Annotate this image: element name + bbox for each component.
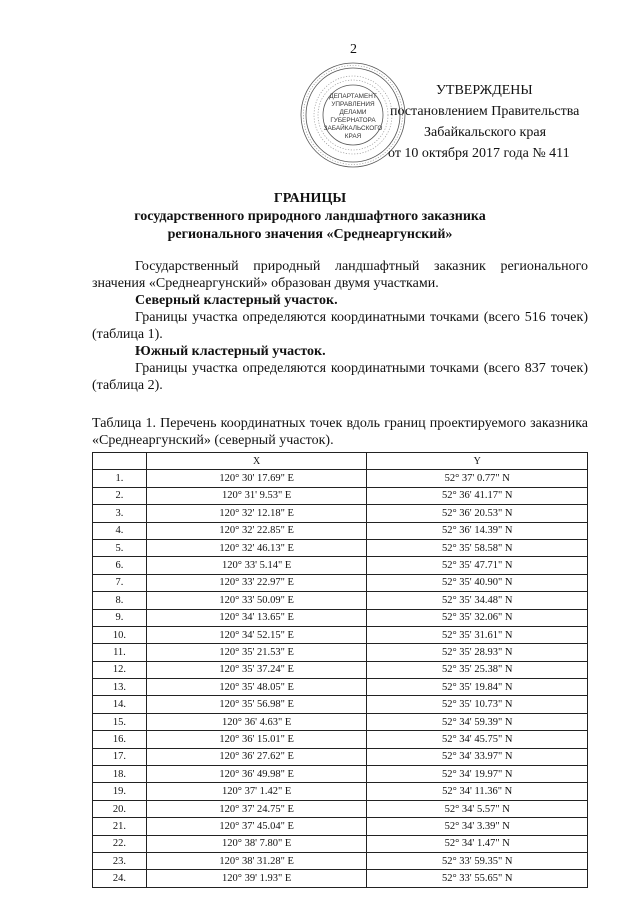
cell-x: 120° 37' 1.42" E bbox=[146, 783, 367, 800]
stamp-line-3: ДЕЛАМИ bbox=[339, 109, 367, 116]
approval-line-2: постановлением Правительства bbox=[390, 104, 580, 119]
cell-y: 52° 35' 28.93" N bbox=[367, 644, 588, 661]
page-number: 2 bbox=[350, 42, 357, 57]
cell-number: 10. bbox=[93, 626, 147, 643]
cell-number: 5. bbox=[93, 539, 147, 556]
cell-y: 52° 34' 19.97" N bbox=[367, 766, 588, 783]
cell-x: 120° 35' 37.24" E bbox=[146, 661, 367, 678]
north-section-text: Границы участка определяются координатными точками (всего 516 точек) (таблица 1). bbox=[92, 310, 588, 342]
cell-y: 52° 35' 19.84" N bbox=[367, 679, 588, 696]
table-row bbox=[93, 522, 588, 539]
cell-number: 21. bbox=[93, 818, 147, 835]
table-row bbox=[93, 766, 588, 783]
table-row bbox=[93, 626, 588, 643]
cell-x: 120° 32' 46.13" E bbox=[146, 539, 367, 556]
cell-y: 52° 35' 10.73" N bbox=[367, 696, 588, 713]
table-row bbox=[93, 870, 588, 887]
cell-y: 52° 35' 25.38" N bbox=[367, 661, 588, 678]
cell-number: 18. bbox=[93, 766, 147, 783]
cell-y: 52° 34' 11.36" N bbox=[367, 783, 588, 800]
cell-x: 120° 37' 24.75" E bbox=[146, 800, 367, 817]
stamp-line-4: ГУБЕРНАТОРА bbox=[330, 117, 376, 124]
title-line-3: регионального значения «Среднеаргунский» bbox=[167, 227, 453, 242]
table-caption: Таблица 1. Перечень координатных точек вдоль границ проектируемого заказника «Среднеаргунский» (северный участок). bbox=[92, 416, 588, 448]
stamp-line-5: ЗАБАЙКАЛЬСКОГО bbox=[323, 125, 383, 132]
cell-y: 52° 34' 45.75" N bbox=[367, 731, 588, 748]
table-row bbox=[93, 748, 588, 765]
cell-number: 3. bbox=[93, 505, 147, 522]
table-row bbox=[93, 505, 588, 522]
cell-y: 52° 34' 59.39" N bbox=[367, 713, 588, 730]
table-header-row bbox=[93, 453, 588, 470]
cell-y: 52° 35' 34.48" N bbox=[367, 592, 588, 609]
cell-number: 19. bbox=[93, 783, 147, 800]
title-line-1: ГРАНИЦЫ bbox=[273, 191, 347, 206]
cell-y: 52° 34' 5.57" N bbox=[367, 800, 588, 817]
cell-x: 120° 30' 17.69" E bbox=[146, 470, 367, 487]
table-row bbox=[93, 818, 588, 835]
cell-x: 120° 34' 13.65" E bbox=[146, 609, 367, 626]
table-row bbox=[93, 713, 588, 730]
stamp-line-2: УПРАВЛЕНИЯ bbox=[331, 101, 375, 108]
header-number bbox=[93, 453, 147, 470]
document-title bbox=[100, 190, 520, 244]
stamp-line-6: КРАЯ bbox=[344, 133, 362, 140]
cell-y: 52° 35' 47.71" N bbox=[367, 557, 588, 574]
cell-number: 7. bbox=[93, 574, 147, 591]
cell-number: 17. bbox=[93, 748, 147, 765]
cell-number: 13. bbox=[93, 679, 147, 696]
cell-x: 120° 36' 27.62" E bbox=[146, 748, 367, 765]
table-row bbox=[93, 800, 588, 817]
stamp-line-1: ДЕПАРТАМЕНТ bbox=[329, 93, 377, 100]
table-row bbox=[93, 661, 588, 678]
cell-y: 52° 37' 0.77" N bbox=[367, 470, 588, 487]
cell-number: 23. bbox=[93, 852, 147, 869]
table-row bbox=[93, 557, 588, 574]
cell-x: 120° 33' 50.09" E bbox=[146, 592, 367, 609]
cell-x: 120° 33' 22.97" E bbox=[146, 574, 367, 591]
table-row bbox=[93, 609, 588, 626]
document-body bbox=[92, 258, 588, 394]
cell-x: 120° 38' 31.28" E bbox=[146, 852, 367, 869]
cell-x: 120° 35' 56.98" E bbox=[146, 696, 367, 713]
cell-number: 16. bbox=[93, 731, 147, 748]
table-row bbox=[93, 679, 588, 696]
table-row bbox=[93, 487, 588, 504]
cell-number: 4. bbox=[93, 522, 147, 539]
table-row bbox=[93, 644, 588, 661]
cell-x: 120° 33' 5.14" E bbox=[146, 557, 367, 574]
coordinates-table bbox=[92, 452, 588, 888]
cell-y: 52° 35' 31.61" N bbox=[367, 626, 588, 643]
cell-x: 120° 37' 45.04" E bbox=[146, 818, 367, 835]
table-row bbox=[93, 696, 588, 713]
cell-y: 52° 33' 55.65" N bbox=[367, 870, 588, 887]
north-section-heading: Северный кластерный участок. bbox=[135, 293, 338, 308]
table-row bbox=[93, 574, 588, 591]
cell-y: 52° 35' 58.58" N bbox=[367, 539, 588, 556]
table-row bbox=[93, 852, 588, 869]
cell-x: 120° 39' 1.93" E bbox=[146, 870, 367, 887]
approval-line-3: Забайкальского края bbox=[424, 125, 547, 140]
cell-x: 120° 34' 52.15" E bbox=[146, 626, 367, 643]
table-row bbox=[93, 835, 588, 852]
south-section-heading: Южный кластерный участок. bbox=[135, 344, 326, 359]
cell-y: 52° 33' 59.35" N bbox=[367, 852, 588, 869]
south-section-text: Границы участка определяются координатными точками (всего 837 точек) (таблица 2). bbox=[92, 361, 588, 393]
title-line-2: государственного природного ландшафтного заказника bbox=[134, 209, 486, 224]
cell-x: 120° 36' 15.01" E bbox=[146, 731, 367, 748]
cell-x: 120° 38' 7.80" E bbox=[146, 835, 367, 852]
cell-number: 15. bbox=[93, 713, 147, 730]
cell-y: 52° 36' 14.39" N bbox=[367, 522, 588, 539]
cell-y: 52° 36' 20.53" N bbox=[367, 505, 588, 522]
cell-x: 120° 31' 9.53" E bbox=[146, 487, 367, 504]
cell-number: 6. bbox=[93, 557, 147, 574]
cell-y: 52° 34' 33.97" N bbox=[367, 748, 588, 765]
table-body bbox=[93, 470, 588, 887]
cell-y: 52° 35' 40.90" N bbox=[367, 574, 588, 591]
cell-x: 120° 35' 21.53" E bbox=[146, 644, 367, 661]
cell-x: 120° 32' 22.85" E bbox=[146, 522, 367, 539]
cell-number: 22. bbox=[93, 835, 147, 852]
cell-y: 52° 34' 3.39" N bbox=[367, 818, 588, 835]
cell-x: 120° 36' 4.63" E bbox=[146, 713, 367, 730]
cell-number: 12. bbox=[93, 661, 147, 678]
cell-y: 52° 35' 32.06" N bbox=[367, 609, 588, 626]
cell-x: 120° 32' 12.18" E bbox=[146, 505, 367, 522]
cell-number: 1. bbox=[93, 470, 147, 487]
cell-y: 52° 34' 1.47" N bbox=[367, 835, 588, 852]
table-row bbox=[93, 783, 588, 800]
cell-number: 11. bbox=[93, 644, 147, 661]
approval-block bbox=[384, 80, 614, 164]
approval-line-4: от 10 октября 2017 года № 411 bbox=[388, 146, 570, 161]
cell-number: 9. bbox=[93, 609, 147, 626]
cell-number: 8. bbox=[93, 592, 147, 609]
table-row bbox=[93, 731, 588, 748]
cell-x: 120° 35' 48.05" E bbox=[146, 679, 367, 696]
approval-line-1: УТВЕРЖДЕНЫ bbox=[436, 83, 533, 98]
intro-paragraph: Государственный природный ландшафтный заказник регионального значения «Среднеаргунский» образован двумя участками. bbox=[92, 259, 588, 291]
cell-x: 120° 36' 49.98" E bbox=[146, 766, 367, 783]
table-row bbox=[93, 470, 588, 487]
cell-number: 24. bbox=[93, 870, 147, 887]
cell-number: 14. bbox=[93, 696, 147, 713]
table-row bbox=[93, 539, 588, 556]
header-y: Y bbox=[367, 453, 588, 470]
cell-number: 20. bbox=[93, 800, 147, 817]
cell-y: 52° 36' 41.17" N bbox=[367, 487, 588, 504]
header-x: X bbox=[146, 453, 367, 470]
cell-number: 2. bbox=[93, 487, 147, 504]
table-row bbox=[93, 592, 588, 609]
